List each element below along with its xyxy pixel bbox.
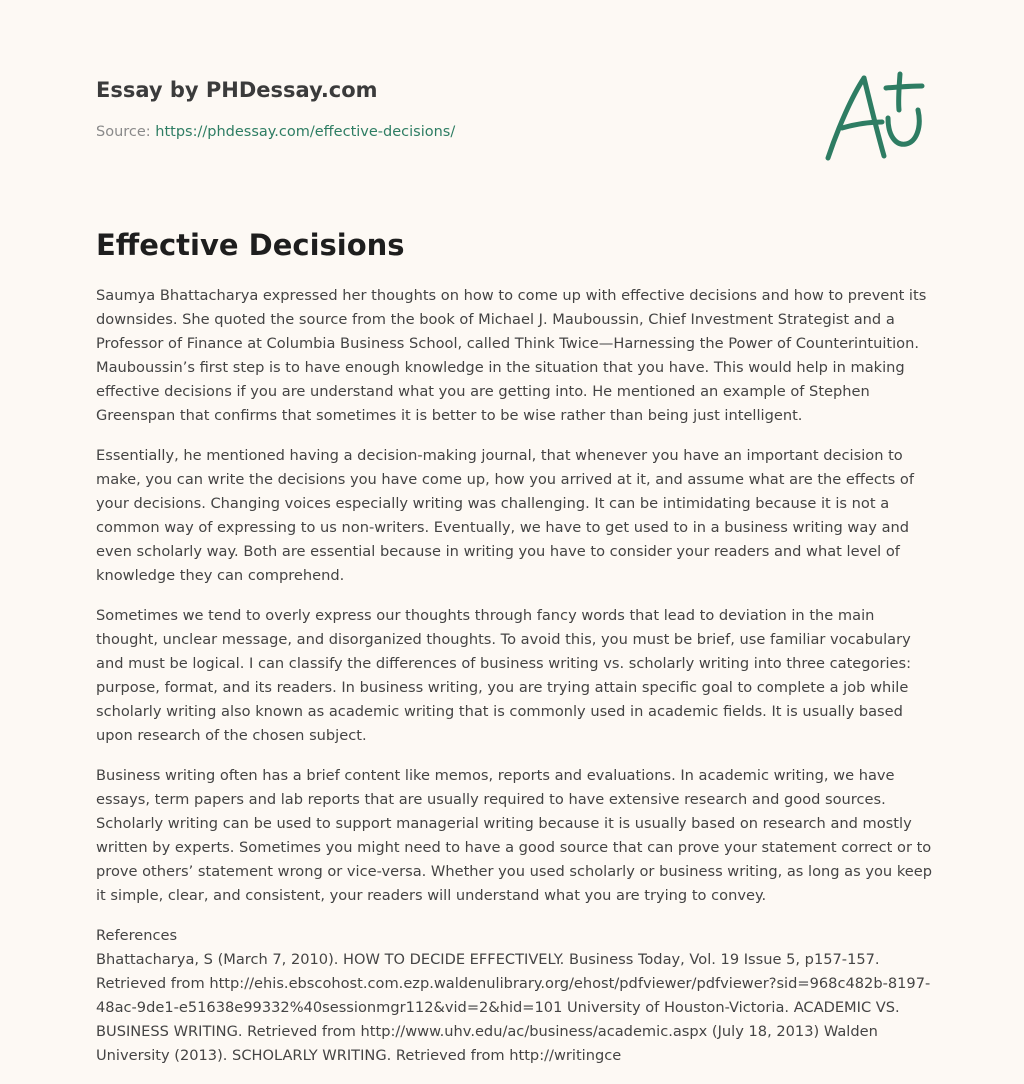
source-label: Source:: [96, 124, 156, 140]
page-header: [96, 76, 796, 142]
article-body: [96, 284, 932, 1068]
references-text: Bhattacharya, S (March 7, 2010). HOW TO DECIDE EFFECTIVELY. Business Today, Vol. 19 Issue 5, p157-157. Retrieved from http://ehis.ebscohost.com.ezp.waldenulibrary.org/ehost/pdfviewer/pdfviewer?sid=968c482b-8197-48ac-9de1-e51638e99332%40sessionmgr112&vid=2&hid=101 University of Houston-Victoria. ACADEMIC VS. BUSINESS WRITING. Retrieved from http://www.uhv.edu/ac/business/academic.aspx (July 18, 2013) Walden University (2013). SCHOLARLY WRITING. Retrieved from http://writingce: [96, 951, 931, 1064]
source-link[interactable]: https://phdessay.com/effective-decisions/: [155, 124, 456, 140]
a-plus-grade-icon: [818, 66, 930, 166]
paragraph: Sometimes we tend to overly express our thoughts through fancy words that lead to deviation in the main thought, unclear message, and disorganized thoughts. To avoid this, you must be brief, use familiar vocabulary and must be logical. I can classify the differences of business writing vs. scholarly writing into three categories: purpose, format, and its readers. In business writing, you are trying attain specific goal to complete a job while scholarly writing also known as academic writing that is commonly used in academic fields. It is usually based upon research of the chosen subject.: [96, 607, 912, 744]
paragraph: Business writing often has a brief content like memos, reports and evaluations. In academic writing, we have essays, term papers and lab reports that are usually required to have extensive research and good sources. Scholarly writing can be used to support managerial writing because it is usually based on research and mostly written by experts. Sometimes you might need to have a good source that can prove your statement correct or to prove others’ statement wrong or vice-versa. Whether you used scholarly or business writing, as long as you keep it simple, clear, and consistent, your readers will understand what you are trying to convey.: [96, 767, 932, 904]
source-line: [96, 122, 796, 142]
paragraph: Saumya Bhattacharya expressed her thoughts on how to come up with effective decisions and how to prevent its downsides. She quoted the source from the book of Michael J. Mauboussin, Chief Investment Strategist and a Professor of Finance at Columbia Business School, called Think Twice—Harnessing the Power of Counterintuition. Mauboussin’s first step is to have enough knowledge in the situation that you have. This would help in making effective decisions if you are understand what you are getting into. He mentioned an example of Stephen Greenspan that confirms that sometimes it is better to be wise rather than being just intelligent.: [96, 287, 927, 424]
references-section: [96, 924, 932, 1068]
article-title: Effective Decisions: [96, 228, 405, 262]
site-title: Essay by PHDessay.com: [96, 78, 378, 102]
paragraph: Essentially, he mentioned having a decision-making journal, that whenever you have an important decision to make, you can write the decisions you have come up, how you arrived at it, and assume what are the effects of your decisions. Changing voices especially writing was challenging. It can be intimidating because it is not a common way of expressing to us non-writers. Eventually, we have to get used to in a business writing way and even scholarly way. Both are essential because in writing you have to consider your readers and what level of knowledge they can comprehend.: [96, 447, 914, 584]
references-heading: References: [96, 927, 178, 944]
